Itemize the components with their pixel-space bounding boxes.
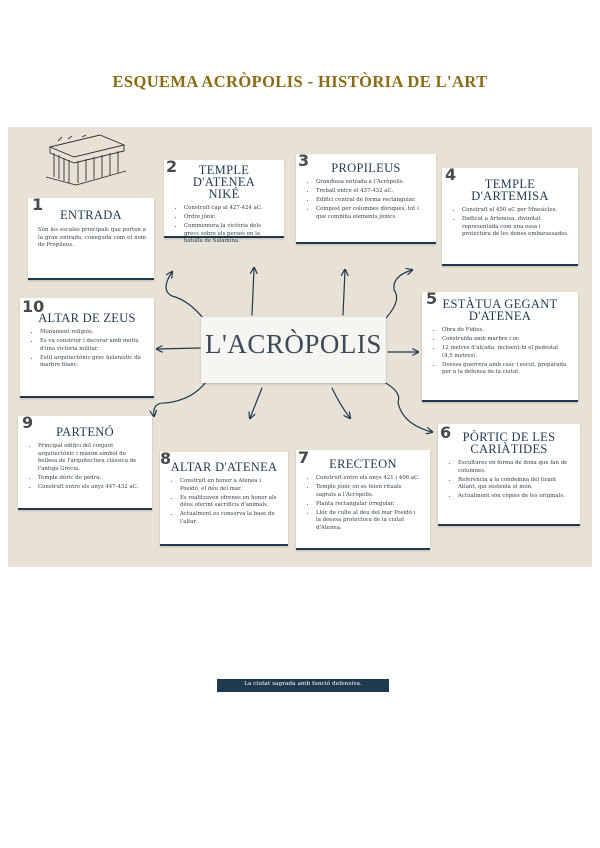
list-item: • Deessa guerrera amb casc i escut, preparada per a la defensa de la ciutat. (442, 362, 570, 377)
page-title: ESQUEMA ACRÒPOLIS - HISTÒRIA DE L'ART (112, 72, 488, 91)
card-title: ALTAR D'ATENEA (170, 460, 278, 474)
card-list (20, 329, 154, 370)
card-list (164, 205, 284, 246)
card-list (442, 207, 578, 239)
list-item: • Escultures en forma de dona que fan de columnes. (458, 460, 572, 475)
list-item: • Construït en honor a Atenea i Posidó, el déu del mar. (180, 478, 280, 493)
list-item: • Estil arquitectònic grec helenístic de marbre blanc. (40, 355, 146, 370)
list-item: • Principal edifici del conjunt arquitectònic i màxim símbol de bellesa de l'arquitectura clàssica de l'antiga Grècia. (38, 443, 144, 473)
list-item: • Commemora la victòria dels grecs sobre els perses en la batalla de Salamina. (184, 223, 276, 246)
card-list (422, 327, 578, 377)
card-list (160, 478, 288, 527)
list-item: • Referència a la condemna del tirant Atlant, qui sostenia el món. (458, 477, 572, 492)
card-entrada (28, 198, 154, 280)
central-subtitle: La ciutat sagrada amb funció defensiva. (244, 681, 362, 687)
card-list (296, 179, 436, 221)
card-list (18, 443, 152, 492)
list-item: • Construït el 450 aC per Mnesicles. (462, 207, 570, 215)
card-number: 10 (22, 297, 45, 316)
card-number: 6 (440, 423, 452, 442)
card-title: TEMPLE D'ATENEA NIKÉ (192, 163, 256, 201)
card-propileus (296, 154, 436, 244)
card-title: ENTRADA (60, 208, 122, 222)
card-number: 8 (160, 449, 172, 468)
list-item: • Construït entre els anys 421 i 406 aC. (316, 475, 422, 483)
card-temple-atenea-nike (164, 160, 284, 245)
card-title: ALTAR DE ZEUS (38, 311, 136, 325)
card-number: 2 (166, 157, 178, 176)
card-number: 1 (32, 195, 44, 214)
card-temple-artemisa (442, 168, 578, 266)
card-title: PARTENÓ (56, 425, 114, 439)
list-item: • Temple dòric de pedra. (38, 475, 144, 483)
card-text: Són les escales principals que porten a la gran entrada, coneguda com el nom de Propileus. (38, 227, 146, 249)
card-number: 4 (445, 165, 457, 184)
list-item: • Obra de Fídies. (442, 327, 570, 335)
card-number: 7 (298, 448, 310, 467)
list-item: • Actualment són còpies de les originals. (458, 493, 572, 501)
list-item: • Treball entre el 437-432 aC. (316, 188, 428, 196)
card-erecteon (296, 450, 430, 550)
list-item: • Edifici central de forma rectangular. (316, 197, 428, 205)
list-item: • Lloc de culte al déu del mar Posidó i la deessa protectora de la ciutat d'Atenea. (316, 510, 422, 533)
card-parteno (18, 416, 152, 510)
list-item: • Monument religiós. (40, 329, 146, 337)
card-title: TEMPLE D'ARTEMISA (471, 177, 549, 203)
list-item: • Dedicat a Artemisa, divinitat representada com una ossa i protectora de les dones embarassades. (462, 216, 570, 239)
card-title: ERECTEON (329, 457, 397, 471)
list-item: • Planta rectangular irregular. (316, 501, 422, 509)
list-item: • Es va construir i decorar amb motiu d'una victòria militar. (40, 338, 146, 353)
card-list (438, 460, 580, 501)
list-item: • Temple jònic on es feien rituals sagrats a l'Acròpolis. (316, 484, 422, 499)
card-altar-atenea (160, 452, 288, 546)
card-number: 9 (22, 413, 34, 432)
list-item: • Grandiosa entrada a l'Acròpolis. (316, 179, 428, 187)
card-number: 5 (426, 289, 438, 308)
card-title: PÒRTIC DE LES CARIÀTIDES (462, 430, 556, 456)
list-item: • Construïda amb marbre i or. (442, 336, 570, 344)
list-item: • Construït entre els anys 447-432 aC. (38, 484, 144, 492)
card-number: 3 (298, 151, 310, 170)
central-title: L'ACRÒPOLIS (205, 329, 382, 359)
parthenon-sketch-icon (42, 131, 128, 187)
list-item: • Actualment es conserva la base de l'altar. (180, 511, 280, 526)
list-item: • Compost per columnes dòriques, tot i que combina elements jònics. (316, 206, 428, 221)
card-title: ESTÀTUA GEGANT D'ATENEA (442, 297, 558, 323)
list-item: • Construït cap al 427-424 aC. (184, 205, 276, 213)
card-title: PROPILEUS (331, 161, 401, 175)
card-portic-cariatides (438, 424, 580, 526)
list-item: • Es realitzaven ofrenes en honor als déus oferint sacrificis d'animals. (180, 495, 280, 510)
list-item: • 12 metres d'alçada, incloent-hi el pedestal (4,5 metres). (442, 345, 570, 360)
card-estatua-atenea (422, 292, 578, 402)
card-list (296, 475, 430, 533)
list-item: • Ordre jònic. (184, 214, 276, 222)
